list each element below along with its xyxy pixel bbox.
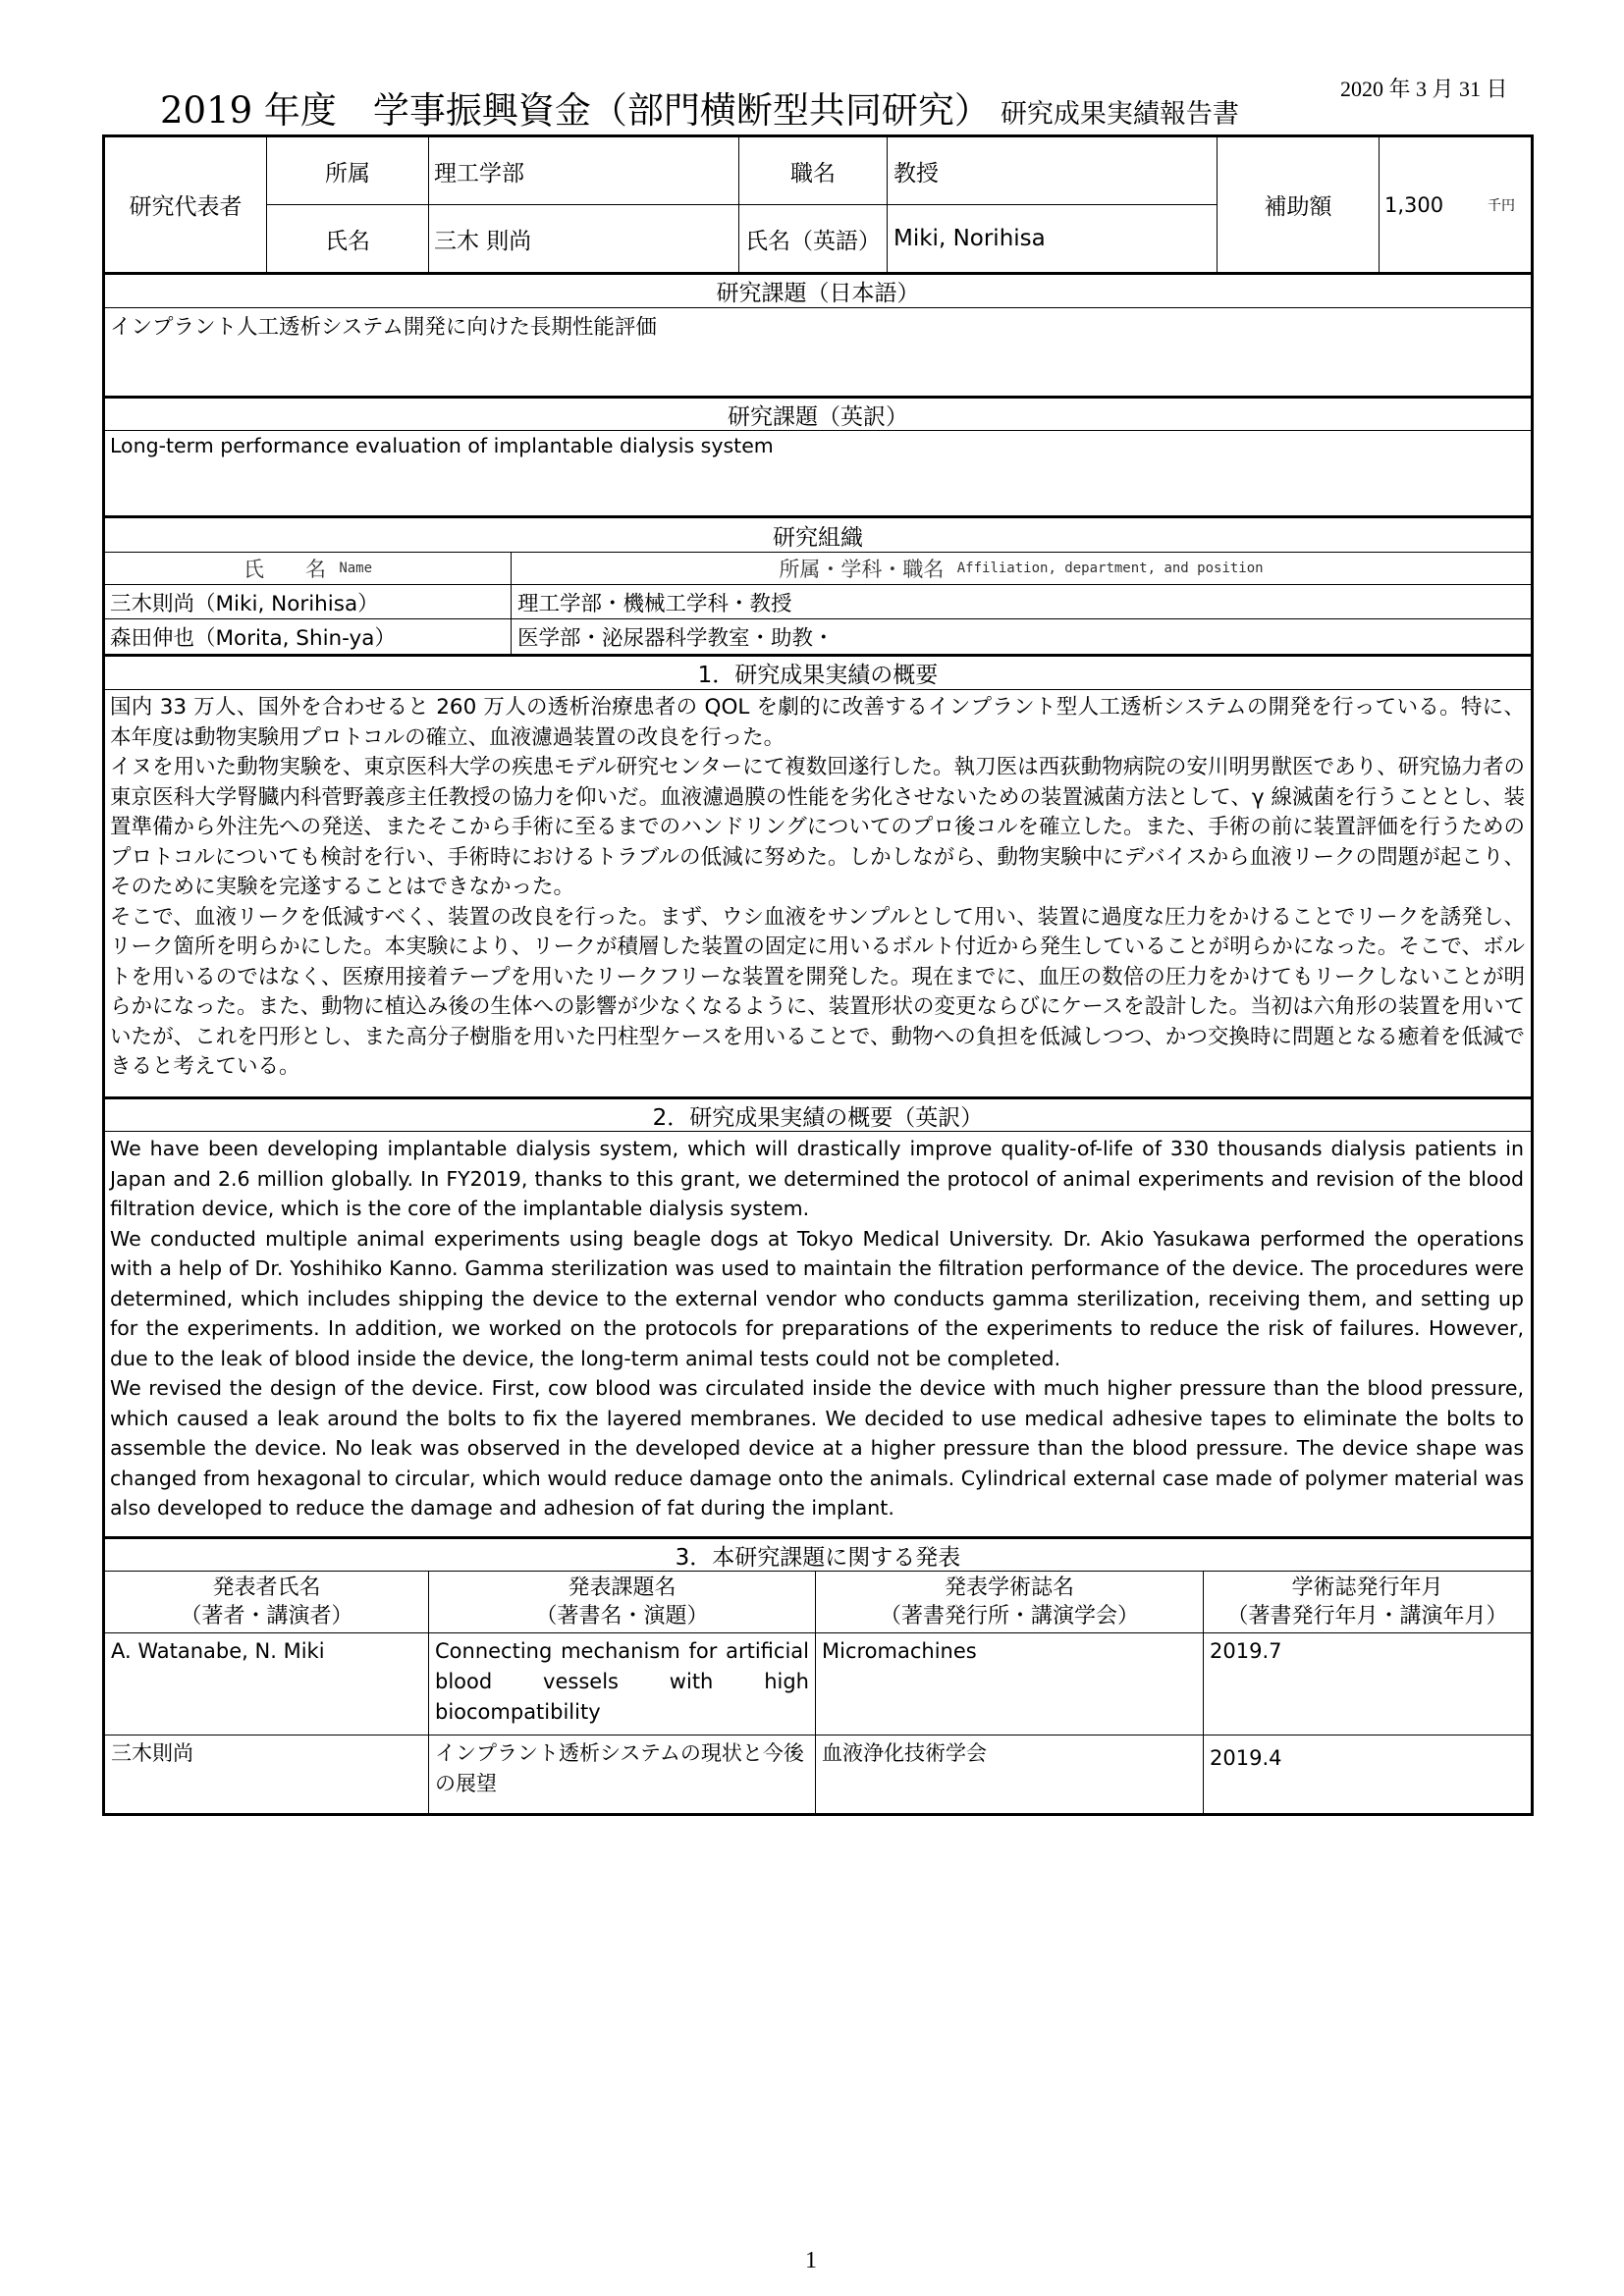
summary-ja-paragraph: イヌを用いた動物実験を、東京医科大学の疾患モデル研究センターにて複数回遂行した。執刀医は西荻動物病院の安川明男獣医であり、研究協力者の東京医科大学腎臓内科菅野義彦主任教授の協力を仰いだ。血液濾過膜の性能を劣化させないための装置滅菌方法として、γ 線滅菌を行うこととし、装置準備から外注先への発送、またそこから手術に至るまでのハンドリングについてのプロ後コルを確立した。また、手術の前に装置評価を行うためのプロトコルについても検討を行い、手術時におけるトラブルの低減に努めた。しかしながら、動物実験中にデバイスから血液リークの問題が起こり、そのために実験を完遂することはできなかった。 — [110, 755, 1525, 899]
name-value: 三木 則尚 — [434, 228, 532, 254]
summary-en-body — [105, 1134, 1531, 1535]
col-name-ja: 氏 名 — [243, 558, 326, 581]
summary-en-paragraph: We conducted multiple animal experiments using beagle dogs at Tokyo Medical University. Dr. Akio Yasukawa performed the operations with a help of Dr. Yoshihiko Kanno. Gamma sterilization was used to maintain the filtration performance of the device. The procedures were determined, which includes shipping the device to the external vendor who conducts gamma sterilization, receiving them, and setting up for the experiments. In addition, we worked on the protocols for preparations of the experiments to reduce the risk of failures. However, due to the leak of blood inside the device, the long-term animal tests could not be completed. — [110, 1226, 1524, 1370]
organization-col-name — [105, 553, 511, 584]
pub-col-line2: （著者・講演者） — [180, 1604, 353, 1629]
pub-journal: 血液浄化技術学会 — [822, 1741, 987, 1765]
pub-author: A. Watanabe, N. Miki — [111, 1639, 325, 1663]
representative-label: 研究代表者 — [129, 194, 243, 220]
organization-col-affiliation — [512, 553, 1531, 584]
pub-journal: Micromachines — [822, 1639, 977, 1663]
pub-col-author — [105, 1572, 428, 1632]
affiliation-value: 理工学部 — [434, 160, 524, 187]
pub-title: インプラント透析システムの現状と今後の展望 — [435, 1741, 804, 1795]
grant-label: 補助額 — [1264, 194, 1332, 220]
col-name-en: Name — [339, 561, 373, 576]
report-form — [102, 134, 1534, 1816]
name-en-value: Miki, Norihisa — [893, 226, 1046, 251]
title-ja-heading: 研究課題（日本語） — [716, 281, 920, 306]
member-affiliation: 理工学部・機械工学科・教授 — [517, 591, 792, 616]
member-name: 森田伸也（Morita, Shin-ya） — [110, 626, 396, 651]
title-en-text: Long-term performance evaluation of implantable dialysis system — [110, 434, 774, 457]
pub-col-line2: （著書発行年月・講演年月） — [1226, 1604, 1508, 1629]
summary-ja-paragraph: 国内 33 万人、国外を合わせると 260 万人の透析治療患者の QOL を劇的に改善するインプラント型人工透析システムの開発を行っている。特に、本年度は動物実験用プロトコルの確立、血液濾過装置の改良を行った。 — [110, 695, 1525, 750]
pub-col-line1: 発表学術誌名 — [944, 1575, 1074, 1600]
pub-col-line1: 発表課題名 — [568, 1575, 677, 1600]
col-aff-ja: 所属・学科・職名 — [779, 558, 945, 581]
page-number: 1 — [805, 2248, 817, 2273]
summary-ja-paragraph: そこで、血液リークを低減すべく、装置の改良を行った。まず、ウシ血液をサンプルとして用い、装置に過度な圧力をかけることでリークを誘発し、リーク箇所を明らかにした。本実験により、リークが積層した装置の固定に用いるボルト付近から発生していることが明らかになった。そこで、ボルトを用いるのではなく、医療用接着テープを用いたリークフリーな装置を開発した。現在までに、血圧の数倍の圧力をかけてもリークしないことが明らかになった。また、動物に植込み後の生体への影響が少なくなるように、装置形状の変更ならびにケースを設計した。当初は六角形の装置を用いていたが、これを円形とし、また高分子樹脂を用いた円柱型ケースを用いることで、動物への負担を低減しつつ、かつ交換時に問題となる癒着を低減できると考えている。 — [110, 904, 1525, 1079]
pub-col-line1: 発表者氏名 — [212, 1575, 321, 1600]
pub-date: 2019.7 — [1210, 1639, 1282, 1663]
summary-en-paragraph: We have been developing implantable dialysis system, which will drastically improve quality-of-life of 330 thousands dialysis patients in Japan and 2.6 million globally. In FY2019, thanks to this grant, we determined the protocol of animal experiments and revision of the blood filtration device, which is the core of the implantable dialysis system. — [110, 1137, 1524, 1220]
pub-col-date — [1204, 1572, 1531, 1632]
report-title — [160, 80, 1239, 133]
pub-col-journal — [816, 1572, 1203, 1632]
member-affiliation: 医学部・泌尿器科学教室・助教・ — [517, 626, 835, 651]
summary-ja-body — [105, 693, 1531, 1095]
summary-en-heading: 2．研究成果実績の概要（英訳） — [652, 1104, 984, 1131]
summary-ja-heading: 1．研究成果実績の概要 — [697, 663, 939, 688]
pub-author: 三木則尚 — [111, 1741, 193, 1765]
col-aff-en: Affiliation, department, and position — [956, 561, 1264, 576]
report-date: 2020 年 3 月 31 日 — [1340, 77, 1508, 101]
affiliation-label: 所属 — [325, 160, 370, 187]
pub-title: Connecting mechanism for artificial blood vessels with high biocompatibility — [435, 1639, 809, 1724]
name-label: 氏名 — [325, 228, 370, 254]
pub-col-line2: （著書名・演題） — [535, 1604, 709, 1629]
title-en-heading: 研究課題（英訳） — [728, 403, 908, 430]
report-title-main: 2019 年度 学事振興資金（部門横断型共同研究） — [160, 89, 991, 132]
pub-col-line1: 学術誌発行年月 — [1291, 1575, 1443, 1600]
member-name: 三木則尚（Miki, Norihisa） — [110, 591, 379, 616]
position-label: 職名 — [790, 160, 836, 187]
pub-date: 2019.4 — [1210, 1746, 1282, 1770]
summary-en-paragraph: We revised the design of the device. First, cow blood was circulated inside the device with much higher pressure than the blood pressure, which caused a leak around the bolts to fix the layered membranes. We decided to use medical adhesive tapes to eliminate the bolts to assemble the device. No leak was observed in the developed device at a higher pressure than the blood pressure. The device shape was changed from hexagonal to circular, which would reduce damage onto the animals. Cylindrical external case made of polymer material was also developed to reduce the damage and adhesion of fat during the implant. — [110, 1376, 1524, 1520]
organization-heading: 研究組織 — [773, 524, 863, 551]
position-value: 教授 — [893, 160, 939, 187]
grant-unit: 千円 — [1488, 197, 1515, 214]
name-en-label: 氏名（英語） — [745, 228, 881, 254]
grant-value: 1,300 — [1384, 192, 1444, 217]
pub-col-line2: （著書発行所・講演学会） — [879, 1604, 1139, 1629]
pub-col-title — [429, 1572, 815, 1632]
publications-heading: 3．本研究課題に関する発表 — [675, 1544, 961, 1571]
title-ja-text: インプラント人工透析システム開発に向けた長期性能評価 — [110, 315, 657, 340]
report-title-sub: 研究成果実績報告書 — [1000, 99, 1239, 130]
